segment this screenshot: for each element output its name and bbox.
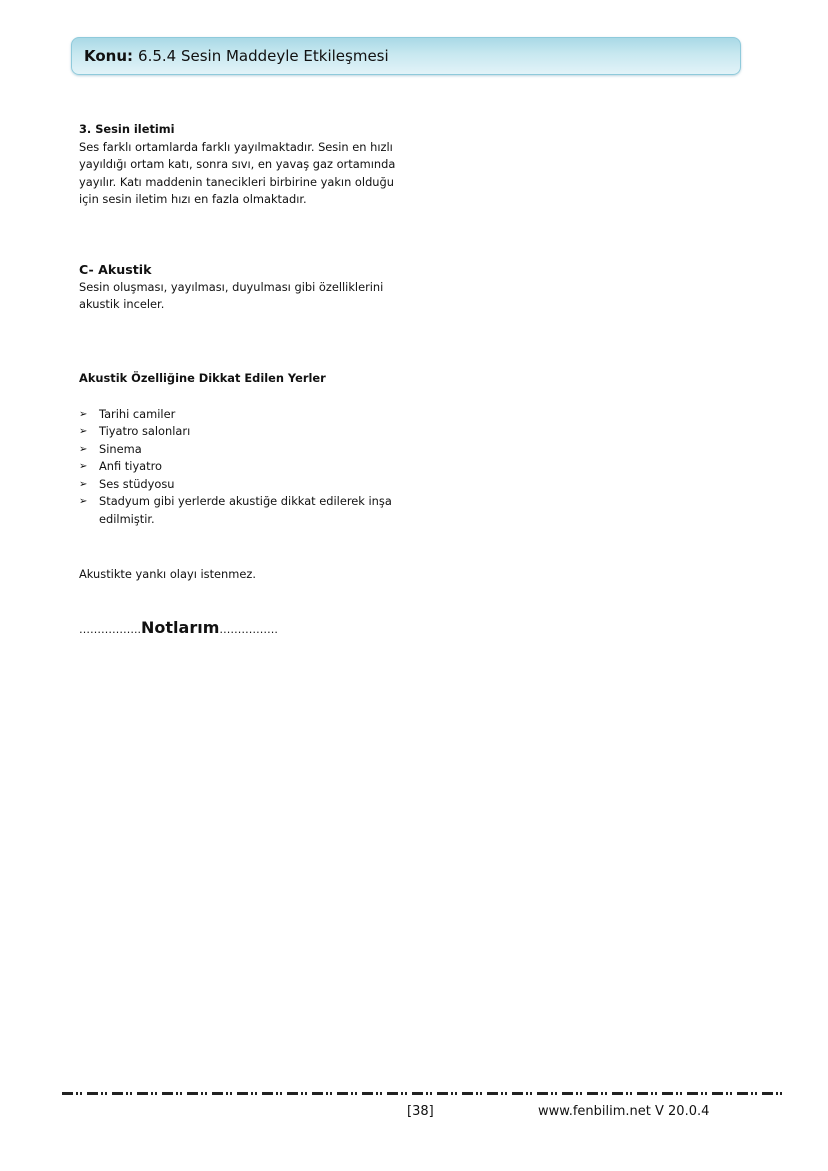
places-list [79,406,439,529]
echo-note: Akustikte yankı olayı istenmez. [79,567,256,581]
list-item: ➢ Ses stüdyosu [79,476,439,494]
topic-header [71,37,741,75]
list-heading: Akustik Özelliğine Dikkat Edilen Yerler [79,371,326,385]
section-acoustics [79,261,419,314]
site-version: www.fenbilim.net V 20.0.4 [538,1104,710,1119]
list-item: ➢ Tarihi camiler [79,406,439,424]
arrowhead-bullet-icon: ➢ [79,496,88,507]
arrowhead-bullet-icon: ➢ [79,461,88,472]
arrowhead-bullet-icon: ➢ [79,478,88,490]
section-acoustic-places [79,370,439,528]
arrowhead-bullet-icon: ➢ [79,408,88,420]
section-heading: 3. Sesin iletimi [79,122,175,136]
paragraph-line: akustik inceler. [79,297,165,311]
list-item: ➢ Sinema [79,441,439,459]
notes-heading [79,618,278,637]
topic-label: Konu: [84,47,134,65]
section-sound-conduction [79,121,419,209]
footer-divider [62,1092,786,1095]
arrowhead-bullet-icon: ➢ [79,426,88,437]
list-item: ➢ Stadyum gibi yerlerde akustiğe dikkat edilerek inşa edilmiştir. [79,494,392,526]
arrowhead-bullet-icon: ➢ [79,443,88,455]
paragraph-line: Ses farklı ortamlarda farklı yayılmaktadır. Sesin en hızlı [79,139,393,154]
paragraph-line: Sesin oluşması, yayılması, duyulması gibi özelliklerini [79,279,384,294]
paragraph-line: yayıldığı ortam katı, sonra sıvı, en yavaş gaz ortamında [79,157,396,171]
notes-label: Notlarım [141,618,220,637]
page-number: [38] [407,1104,434,1119]
list-item: ➢ Tiyatro salonları [79,423,439,441]
section-heading: C- Akustik [79,262,152,277]
topic-title: 6.5.4 Sesin Maddeyle Etkileşmesi [138,47,389,65]
list-item: ➢ Anfi tiyatro [79,458,439,476]
paragraph-line: yayılır. Katı maddenin tanecikleri birbirine yakın olduğu [79,174,394,189]
notes-dots-right: ……………. [219,623,278,636]
paragraph-line: için sesin iletim hızı en fazla olmaktadır. [79,192,307,206]
notes-dots-left: …………….. [79,623,141,636]
